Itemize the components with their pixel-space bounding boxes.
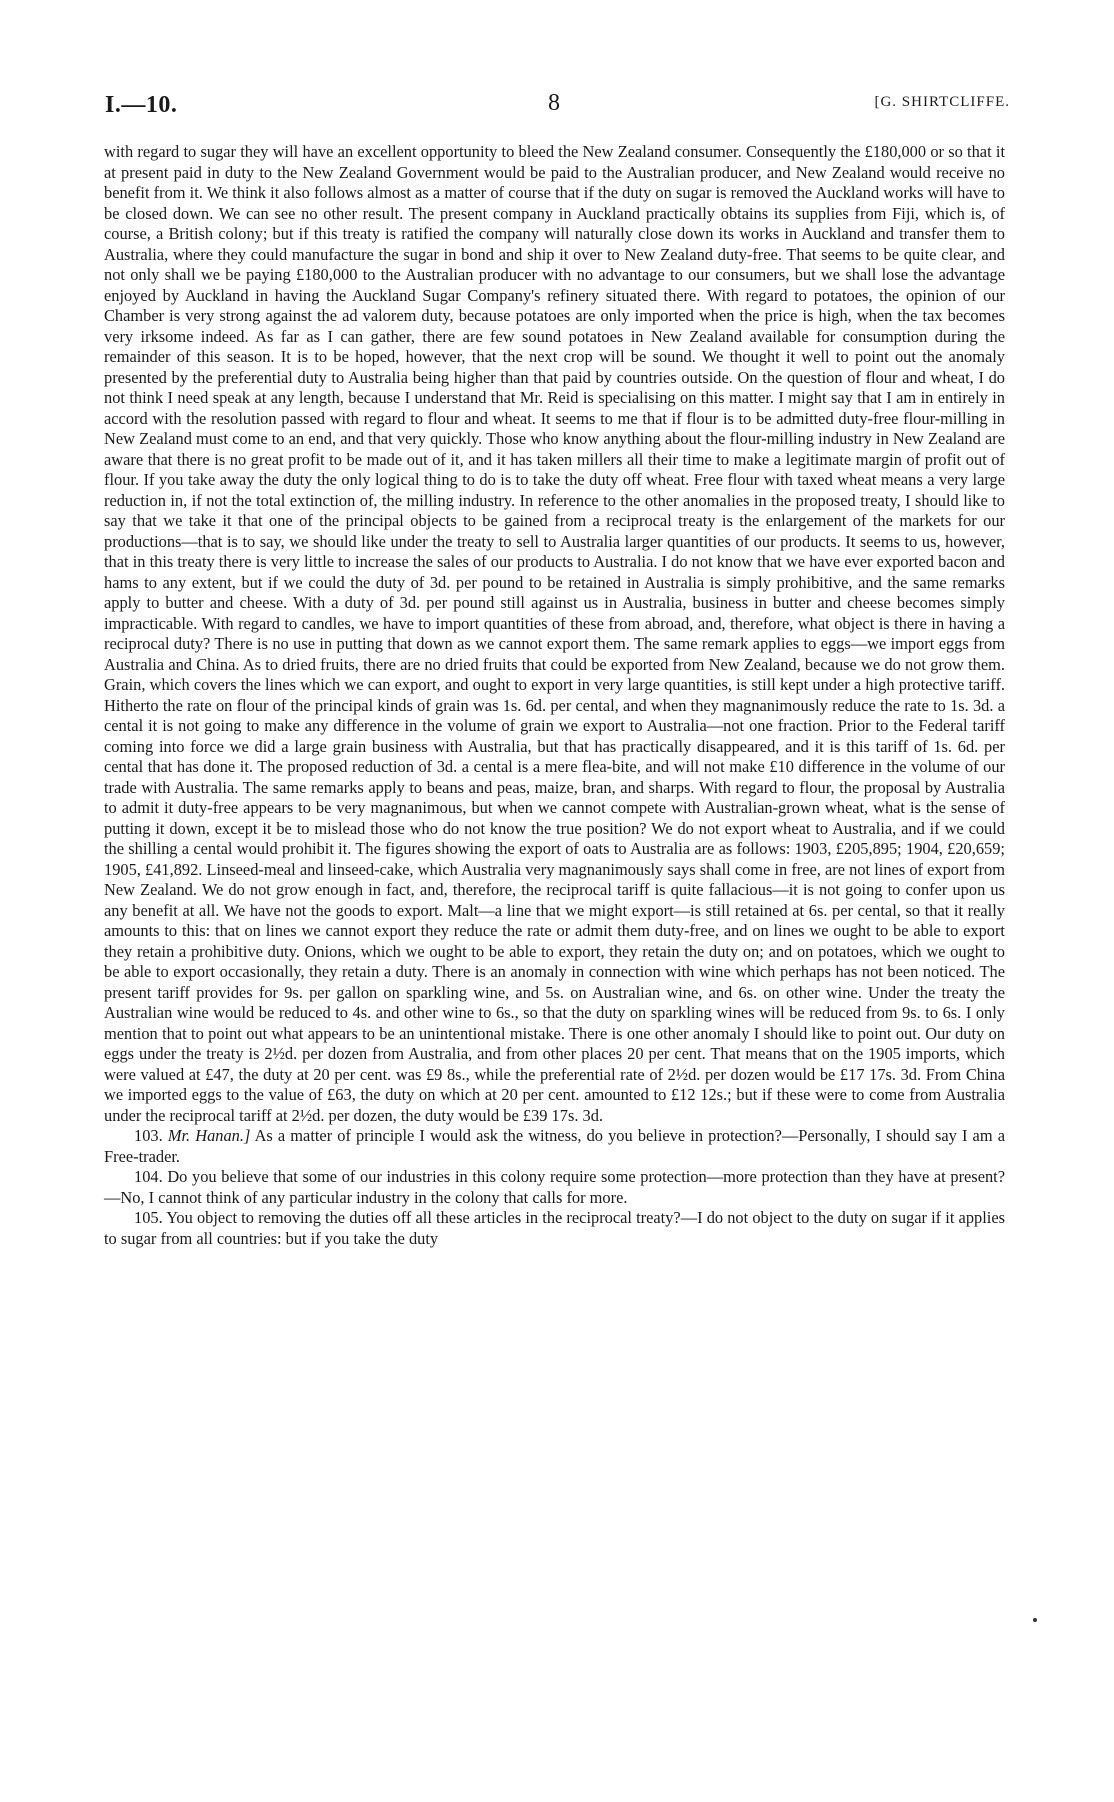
question-number: 103. — [134, 1126, 163, 1145]
margin-mark — [1033, 1618, 1037, 1622]
testimony-paragraph: with regard to sugar they will have an excellent opportunity to bleed the New Zealand consumer. Consequently the £180,000 or so that it at present paid in duty to the New Zealand Government would be paid to the Australian producer, and New Zealand would receive no benefit from it. We think it also follows almost as a matter of course that if the duty on sugar is removed the Auckland works will have to be closed down. We can see no other result. The present company in Auckland practically obtains its supplies from Fiji, which is, of course, a British colony; but if this treaty is ratified the company will naturally close down its works in Auckland and transfer them to Australia, where they could manufacture the sugar in bond and ship it over to New Zealand duty-free. That seems to be quite clear, and not only shall we be paying £180,000 to the Australian producer with no advantage to our consumers, but we shall lose the advantage enjoyed by Auckland in having the Auckland Sugar Company's refinery situated there. With regard to potatoes, the opinion of our Chamber is very strong against the ad valorem duty, because potatoes are only imported when the price is high, when the tax becomes very irksome indeed. As far as I can gather, there are few sound potatoes in New Zealand available for consumption during the remainder of this season. It is to be hoped, however, that the next crop will be sound. We thought it well to point out the anomaly presented by the preferential duty to Australia being higher than that paid by countries outside. On the question of flour and wheat, I do not think I need speak at any length, because I understand that Mr. Reid is specialising on this matter. I might say that I am in entirely in accord with the resolution passed with regard to flour and wheat. It seems to me that if flour is to be admitted duty-free flour-milling in New Zealand must come to an end, and that very quickly. Those who know anything about the flour-milling industry in New Zealand are aware that there is no great profit to be made out of it, and it has taken millers all their time to make a legitimate margin of profit out of flour. If you take away the duty the only logical thing to do is to take the duty off wheat. Free flour with taxed wheat means a very large reduction in, if not the total extinction of, the milling industry. In reference to the other anomalies in the proposed treaty, I should like to say that we take it that one of the principal objects to be gained from a reciprocal treaty is the enlargement of the markets for our productions—that is to say, we should like under the treaty to sell to Australia larger quantities of our products. It seems to us, however, that in this treaty there is very little to increase the sales of our products to Australia. I do not know that we have ever exported bacon and hams to any extent, but if we could the duty of 3d. per pound to be retained in Australia is simply prohibitive, and the same remarks apply to butter and cheese. With a duty of 3d. per pound still against us in Australia, business in butter and cheese becomes simply impracticable. With regard to candles, we have to import quantities of these from abroad, and, therefore, what object is there in having a reciprocal duty? There is no use in putting that down as we cannot export them. The same remark applies to eggs—we import eggs from Australia and China. As to dried fruits, there are no dried fruits that could be exported from New Zealand, because we do not grow them. Grain, which covers the lines which we can export, and ought to export in very large quantities, is still kept under a high protective tariff. Hitherto the rate on flour of the principal kinds of grain was 1s. 6d. per cental, and when they magnanimously reduce the rate to 1s. 3d. a cental it is not going to make any difference in the volume of grain we export to Australia—not one fraction. Prior to the Federal tariff coming into force we did a large grain business with Australia, but that has practically disappeared, and it is this tariff of 1s. 6d. per cental that has done it. The proposed reduction of 3d. a cental is a mere flea-bite, and will not make £10 difference in the volume of our trade with Australia. The same remarks apply to beans and peas, maize, bran, and sharps. With regard to flour, the proposal by Australia to admit it duty-free appears to be very magnanimous, but when we cannot compete with Australian-grown wheat, what is the sense of putting it down, except it be to mislead those who do not know the true position? We do not export wheat to Australia, and if we could the shilling a cental would prohibit it. The figures showing the export of oats to Australia are as follows: 1903, £205,895; 1904, £20,659; 1905, £41,892. Linseed-meal and linseed-cake, which Australia very magnanimously says shall come in free, are not lines of export from New Zealand. We do not grow enough in fact, and, therefore, the reciprocal tariff is quite fallacious—it is not going to confer upon us any benefit at all. We have not the goods to export. Malt—a line that we might export—is still retained at 6s. per cental, so that it really amounts to this: that on lines we cannot export they reduce the rate or admit them duty-free, and on lines we ought to be able to export they retain a prohibitive duty. Onions, which we ought to be able to export, they retain the duty on; and on potatoes, which we ought to be able to export occasionally, they retain a duty. There is an anomaly in connection with wine which perhaps has not been noticed. The present tariff provides for 9s. per gallon on sparkling wine, and 5s. on Australian wine, and 6s. on other wine. Under the treaty the Australian wine would be reduced to 4s. and other wine to 6s., so that the duty on sparkling wines will be reduced from 9s. to 6s. I only mention that to point out what appears to be an unintentional mistake. There is one other anomaly I should like to point out. Our duty on eggs under the treaty is 2½d. per dozen from Australia, and from other places 20 per cent. That means that on the 1905 imports, which were valued at £47, the duty at 20 per cent. was £9 8s., while the preferential rate of 2½d. per dozen would be £17 17s. 3d. From China we imported eggs to the value of £63, the duty on which at 20 per cent. amounted to £12 12s.; but if these were to come from Australia under the reciprocal tariff at 2½d. per dozen, the duty would be £39 17s. 3d. — [104, 142, 1005, 1125]
witness-name: [G. SHIRTCLIFFE. — [874, 94, 1010, 110]
question-105 — [104, 1208, 1005, 1249]
parliamentary-paper-reference: I.—10. — [105, 92, 178, 118]
question-103 — [104, 1126, 1005, 1167]
question-number: 105. — [134, 1208, 163, 1227]
page-number: 8 — [548, 90, 560, 116]
question-text: As a matter of principle I would ask the witness, do you believe in protection?—Personally, I should say I am a Free-trader. — [104, 1126, 1005, 1166]
question-speaker: Mr. Hanan.] — [167, 1126, 251, 1145]
body-text — [104, 142, 1005, 1249]
question-number: 104. — [134, 1167, 163, 1186]
question-text: You object to removing the duties off all these articles in the reciprocal treaty?—I do not object to the duty on sugar if it applies to sugar from all countries: but if you take the duty — [104, 1208, 1005, 1248]
question-text: Do you believe that some of our industries in this colony require some protection—more protection than they have at present?—No, I cannot think of any particular industry in the colony that calls for more. — [104, 1167, 1005, 1207]
question-104 — [104, 1167, 1005, 1208]
page-header — [105, 92, 1010, 122]
